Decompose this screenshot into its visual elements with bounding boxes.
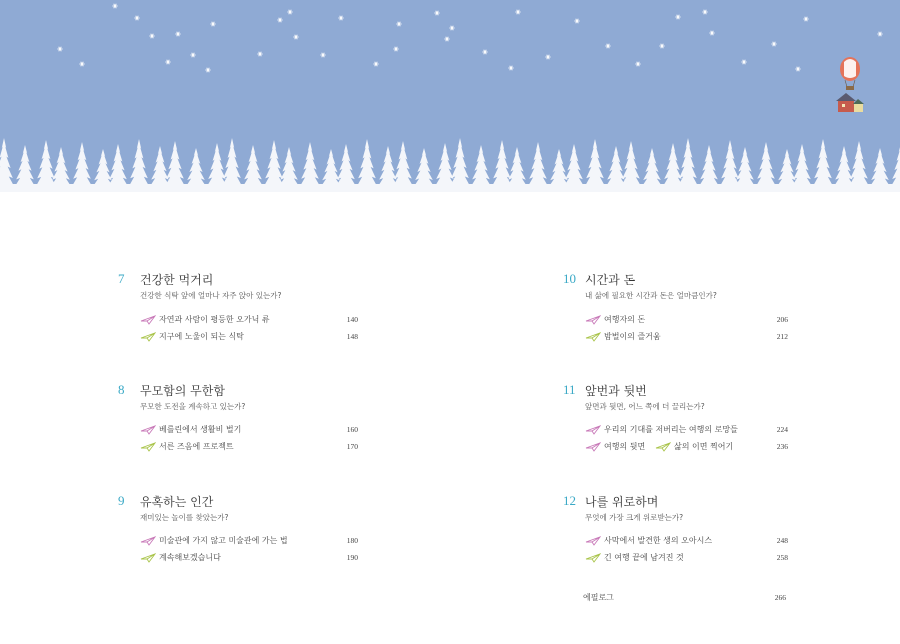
entry-title: 사막에서 발견한 생의 오아시스 (604, 536, 713, 545)
toc-entry[interactable] (140, 424, 358, 438)
entry-title: 여행자의 돈 (604, 315, 646, 324)
toc-epilogue[interactable] (583, 592, 786, 604)
paper-plane-green-icon (140, 553, 156, 563)
paper-plane-pink-icon (140, 315, 156, 325)
paper-plane-green-icon (585, 553, 601, 563)
page-number: 212 (776, 332, 788, 341)
header-banner (0, 0, 900, 192)
page-number: 180 (346, 536, 358, 545)
hot-air-balloon-icon (840, 57, 860, 90)
toc-entry[interactable] (585, 552, 788, 566)
paper-plane-pink-icon (585, 425, 601, 435)
paper-plane-green-icon (140, 332, 156, 342)
entry-title-secondary: 삶의 이면 찍어기 (674, 442, 734, 451)
paper-plane-green-icon (655, 442, 671, 452)
toc-entry[interactable] (585, 424, 788, 438)
entry-title: 지구에 노울이 되는 식탁 (159, 332, 244, 341)
toc-entry[interactable] (140, 314, 358, 328)
entry-title: 밤벌이의 즐거움 (604, 332, 661, 341)
chapter-title: 유혹하는 인간 (140, 495, 214, 509)
entry-title: 자연과 사람이 평등한 오가닉 류 (159, 315, 270, 324)
entry-title: 베를린에서 생활비 벌기 (159, 425, 242, 434)
chapter-number: 8 (118, 382, 125, 397)
toc-entry[interactable] (140, 552, 358, 566)
page-number: 236 (776, 442, 788, 451)
page-number: 140 (346, 315, 358, 324)
entry-title: 미술관에 가지 않고 미술관에 가는 법 (159, 536, 288, 545)
chapter-title: 무모함의 무한함 (140, 384, 225, 398)
paper-plane-pink-icon (140, 536, 156, 546)
entry-title: 계속해보겠습니다 (159, 553, 221, 562)
toc-entry[interactable] (585, 331, 788, 345)
chapter-title: 앞번과 뒷번 (585, 384, 647, 398)
page-number: 148 (346, 332, 358, 341)
paper-plane-pink-icon (585, 442, 601, 452)
paper-plane-green-icon (140, 442, 156, 452)
chapter-subtitle: 무모한 도전을 계속하고 있는가? (140, 402, 246, 411)
page-number: 206 (776, 315, 788, 324)
entry-title: 서른 즈음에 프로젝트 (159, 442, 234, 451)
chapter-subtitle: 앞면과 뒷면, 어느 쪽에 더 끌리는가? (585, 402, 705, 411)
entry-title: 우리의 기대를 저버리는 여행의 로망들 (604, 425, 738, 434)
chapter-number: 7 (118, 271, 125, 286)
snowy-tree-line (0, 138, 900, 192)
snowflake-stars (57, 4, 882, 73)
chapter-number: 12 (563, 493, 576, 508)
paper-plane-pink-icon (585, 315, 601, 325)
chapter-number: 11 (563, 382, 576, 397)
page-number: 224 (776, 425, 788, 434)
page-number: 266 (774, 593, 786, 602)
toc-entry[interactable] (585, 535, 788, 549)
toc-entry[interactable] (140, 441, 358, 455)
entry-title: 긴 여행 끝에 남겨진 것 (604, 553, 684, 562)
page-number: 248 (776, 536, 788, 545)
chapter-subtitle: 무엇에 가장 크게 위로받는가? (585, 513, 684, 522)
toc-entry[interactable] (585, 441, 788, 455)
toc-entry[interactable] (585, 314, 788, 328)
chapter-title: 시간과 돈 (585, 273, 636, 287)
toc-entry[interactable] (140, 535, 358, 549)
chapter-subtitle: 내 삶에 필요한 시간과 돈은 얼마큼인가? (585, 291, 717, 300)
epilogue-title: 에필로그 (583, 593, 614, 602)
toc-entry[interactable] (140, 331, 358, 345)
page-number: 160 (346, 425, 358, 434)
page-number: 170 (346, 442, 358, 451)
house-icon (836, 93, 864, 112)
paper-plane-green-icon (585, 332, 601, 342)
chapter-subtitle: 건강한 식탁 앞에 얼마나 자주 앉아 있는가? (140, 291, 282, 300)
chapter-subtitle: 재미있는 놀이를 찾았는가? (140, 513, 229, 522)
winter-illustration (0, 0, 900, 192)
chapter-number: 10 (563, 271, 576, 286)
page-number: 190 (346, 553, 358, 562)
chapter-title: 건강한 먹거리 (140, 273, 214, 287)
paper-plane-pink-icon (140, 425, 156, 435)
chapter-number: 9 (118, 493, 125, 508)
entry-title: 여행의 뒷면 (604, 442, 646, 451)
chapter-title: 나를 위로하며 (585, 495, 659, 509)
page-number: 258 (776, 553, 788, 562)
paper-plane-pink-icon (585, 536, 601, 546)
